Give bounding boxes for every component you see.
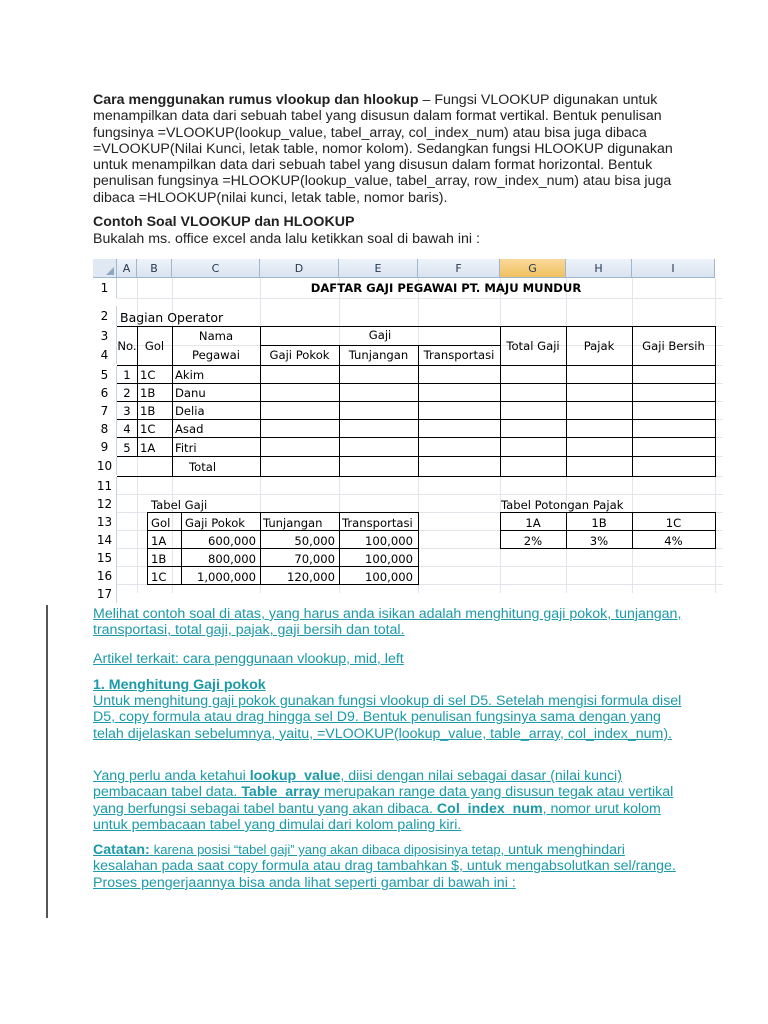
col-header-d: D — [260, 259, 339, 278]
p4-table-array: Table_array — [241, 784, 320, 801]
contoh-heading: Contoh Soal VLOOKUP dan HLOOKUP — [93, 214, 355, 230]
contoh-instruction: Bukalah ms. office excel anda lalu ketikkan soal di bawah ini : — [93, 231, 480, 247]
tabel-gaji-title: Tabel Gaji — [151, 498, 208, 512]
header-gaji-bersih: Gaji Bersih — [642, 339, 705, 353]
intro-body: – Fungsi VLOOKUP digunakan untuk menampilkan data dari sebuah tabel yang disusun dalam format vertikal. Bentuk penulisan fungsinya =VLOOKUP(lookup_value, tabel_array, col_index_num) atau bisa juga dibaca =VLOOKUP(Nilai Kunci, letak table, nomor kolom). Sedangkan fungsi HLOOKUP digunakan untuk menampilkan data dari sebuah tabel yang disusun dalam format horizontal. Bentuk penulisan fungsinya =HLOOKUP(lookup_value, tabel_array, row_index_num) atau bisa juga dibaca =HLOOKUP(nilai kunci, letak table, nomor baris). — [93, 92, 673, 206]
row-header-5: 5 — [93, 366, 117, 384]
header-pajak: Pajak — [583, 339, 615, 353]
p5-text: untuk menghindari kesalahan pada saat copy formula atau drag tambahkan $, untuk mengabsolutkan sel/range. Proses pengerjaannya bisa anda lihat seperti gambar di bawah ini : — [93, 842, 676, 891]
tg-cell: 100,000 — [365, 552, 413, 566]
row-header-14: 14 — [93, 531, 117, 549]
row-header-4: 4 — [93, 346, 117, 364]
header-pegawai: Pegawai — [192, 348, 240, 362]
left-vertical-bar — [46, 605, 48, 918]
header-gaji-pokok: Gaji Pokok — [269, 348, 330, 362]
row-header-16: 16 — [93, 567, 117, 585]
header-gaji: Gaji — [368, 328, 392, 342]
emp-nama: Delia — [175, 404, 205, 418]
tg-header-gol: Gol — [151, 516, 171, 530]
emp-gol: 1A — [140, 441, 156, 455]
emp-gol: 1B — [140, 404, 156, 418]
tp-header: 1B — [591, 516, 607, 530]
tg-header-tunjangan: Tunjangan — [263, 516, 323, 530]
emp-no: 1 — [123, 368, 131, 382]
after-paragraph-1[interactable]: Melihat contoh soal di atas, yang harus anda isikan adalah menghitung gaji pokok, tunjangan, transportasi, total gaji, pajak, gaji bersih dan total. — [93, 606, 682, 639]
header-transportasi: Transportasi — [423, 348, 495, 362]
emp-no: 5 — [123, 441, 131, 455]
row-header-15: 15 — [93, 549, 117, 567]
col-header-e: E — [339, 259, 418, 278]
row-header-9: 9 — [93, 438, 117, 456]
emp-no: 3 — [123, 404, 131, 418]
row-header-6: 6 — [93, 384, 117, 402]
tg-cell: 1B — [151, 552, 167, 566]
intro-paragraph — [93, 92, 693, 206]
tg-header-transportasi: Transportasi — [342, 516, 413, 530]
after-paragraph-3[interactable]: Untuk menghitung gaji pokok gunakan fungsi vlookup di sel D5. Setelah mengisi formula disel D5, copy formula atau drag hingga sel D9. Bentuk penulisan fungsinya sama dengan yang telah dijelaskan sebelumnya, yaitu, =VLOOKUP(lookup_value, table_array, col_index_num). — [93, 693, 682, 742]
intro-heading: Cara menggunakan rumus vlookup dan hlookup — [93, 92, 419, 108]
row-header-1: 1 — [93, 278, 117, 298]
tg-cell: 600,000 — [208, 534, 256, 548]
header-nama: Nama — [198, 329, 234, 343]
tg-cell: 50,000 — [294, 534, 335, 548]
p5-text: karena posisi “tabel gaji” yang akan dibaca diposisinya tetap, — [153, 842, 505, 857]
tp-value: 3% — [589, 534, 609, 548]
header-no: No. — [117, 339, 137, 353]
tg-cell: 70,000 — [294, 552, 335, 566]
emp-nama: Danu — [175, 386, 206, 400]
emp-no: 4 — [123, 422, 131, 436]
col-header-g: G — [500, 259, 566, 278]
emp-gol: 1C — [140, 422, 156, 436]
p4-lookup-value: lookup_value — [249, 768, 341, 784]
after-paragraph-5[interactable] — [93, 842, 693, 891]
p4-col-index-num: Col_index_num — [436, 800, 543, 817]
row-header-10: 10 — [93, 457, 117, 475]
section-heading-gaji-pokok[interactable]: 1. Menghitung Gaji pokok — [93, 677, 266, 693]
row-header-13: 13 — [93, 513, 117, 531]
related-article-link[interactable]: Artikel terkait: cara penggunaan vlookup, mid, left — [93, 651, 404, 667]
col-header-h: H — [566, 259, 632, 278]
p4-text: Yang perlu anda ketahui — [93, 768, 246, 784]
row-header-8: 8 — [93, 420, 117, 438]
tp-header: 1C — [665, 516, 682, 530]
col-header-f: F — [418, 259, 500, 278]
total-label: Total — [189, 460, 217, 474]
sheet-title: DAFTAR GAJI PEGAWAI PT. MAJU MUNDUR — [310, 281, 582, 295]
emp-nama: Akim — [175, 368, 205, 382]
emp-nama: Asad — [175, 422, 204, 436]
tg-cell: 1A — [151, 534, 167, 548]
emp-no: 2 — [123, 386, 131, 400]
row-header-3: 3 — [93, 327, 117, 345]
p4-text: merupakan range data yang disusun tegak atau vertikal yang berfungsi sebagai tabel bantu yang akan dibaca. — [93, 784, 674, 817]
tg-header-gaji-pokok: Gaji Pokok — [185, 516, 245, 530]
row-header-12: 12 — [93, 495, 117, 513]
emp-gol: 1C — [140, 368, 156, 382]
header-total-gaji: Total Gaji — [506, 339, 560, 353]
tg-cell: 100,000 — [365, 570, 413, 584]
tg-cell: 1C — [151, 570, 167, 584]
spreadsheet-screenshot — [93, 259, 723, 601]
row-header-11: 11 — [93, 477, 117, 495]
p4-text: , nomor urut kolom untuk pembacaan tabel yang dimulai dari kolom paling kiri. — [93, 800, 661, 833]
tp-value: 2% — [523, 534, 543, 548]
select-all-corner — [93, 259, 117, 278]
tabel-pajak-title: Tabel Potongan Pajak — [501, 498, 624, 512]
tg-cell: 120,000 — [287, 570, 335, 584]
p5-catatan: Catatan: — [93, 842, 150, 858]
after-paragraph-4[interactable] — [93, 768, 693, 833]
row-header-2: 2 — [93, 306, 117, 326]
emp-gol: 1B — [140, 386, 156, 400]
p4-text: , diisi dengan nilai sebagai dasar (nilai kunci) pembacaan tabel data. — [93, 768, 622, 801]
header-gol: Gol — [144, 339, 165, 353]
row-header-7: 7 — [93, 402, 117, 420]
row-header-17: 17 — [93, 585, 117, 603]
tp-header: 1A — [525, 516, 541, 530]
emp-nama: Fitri — [175, 441, 197, 455]
col-header-c: C — [172, 259, 260, 278]
tg-cell: 100,000 — [365, 534, 413, 548]
tg-cell: 1,000,000 — [196, 570, 256, 584]
col-header-i: I — [632, 259, 715, 278]
col-header-b: B — [137, 259, 172, 278]
col-header-a: A — [117, 259, 137, 278]
bagian-operator: Bagian Operator — [120, 310, 224, 325]
header-tunjangan: Tunjangan — [348, 348, 409, 362]
tg-cell: 800,000 — [208, 552, 256, 566]
tp-value: 4% — [664, 534, 683, 548]
